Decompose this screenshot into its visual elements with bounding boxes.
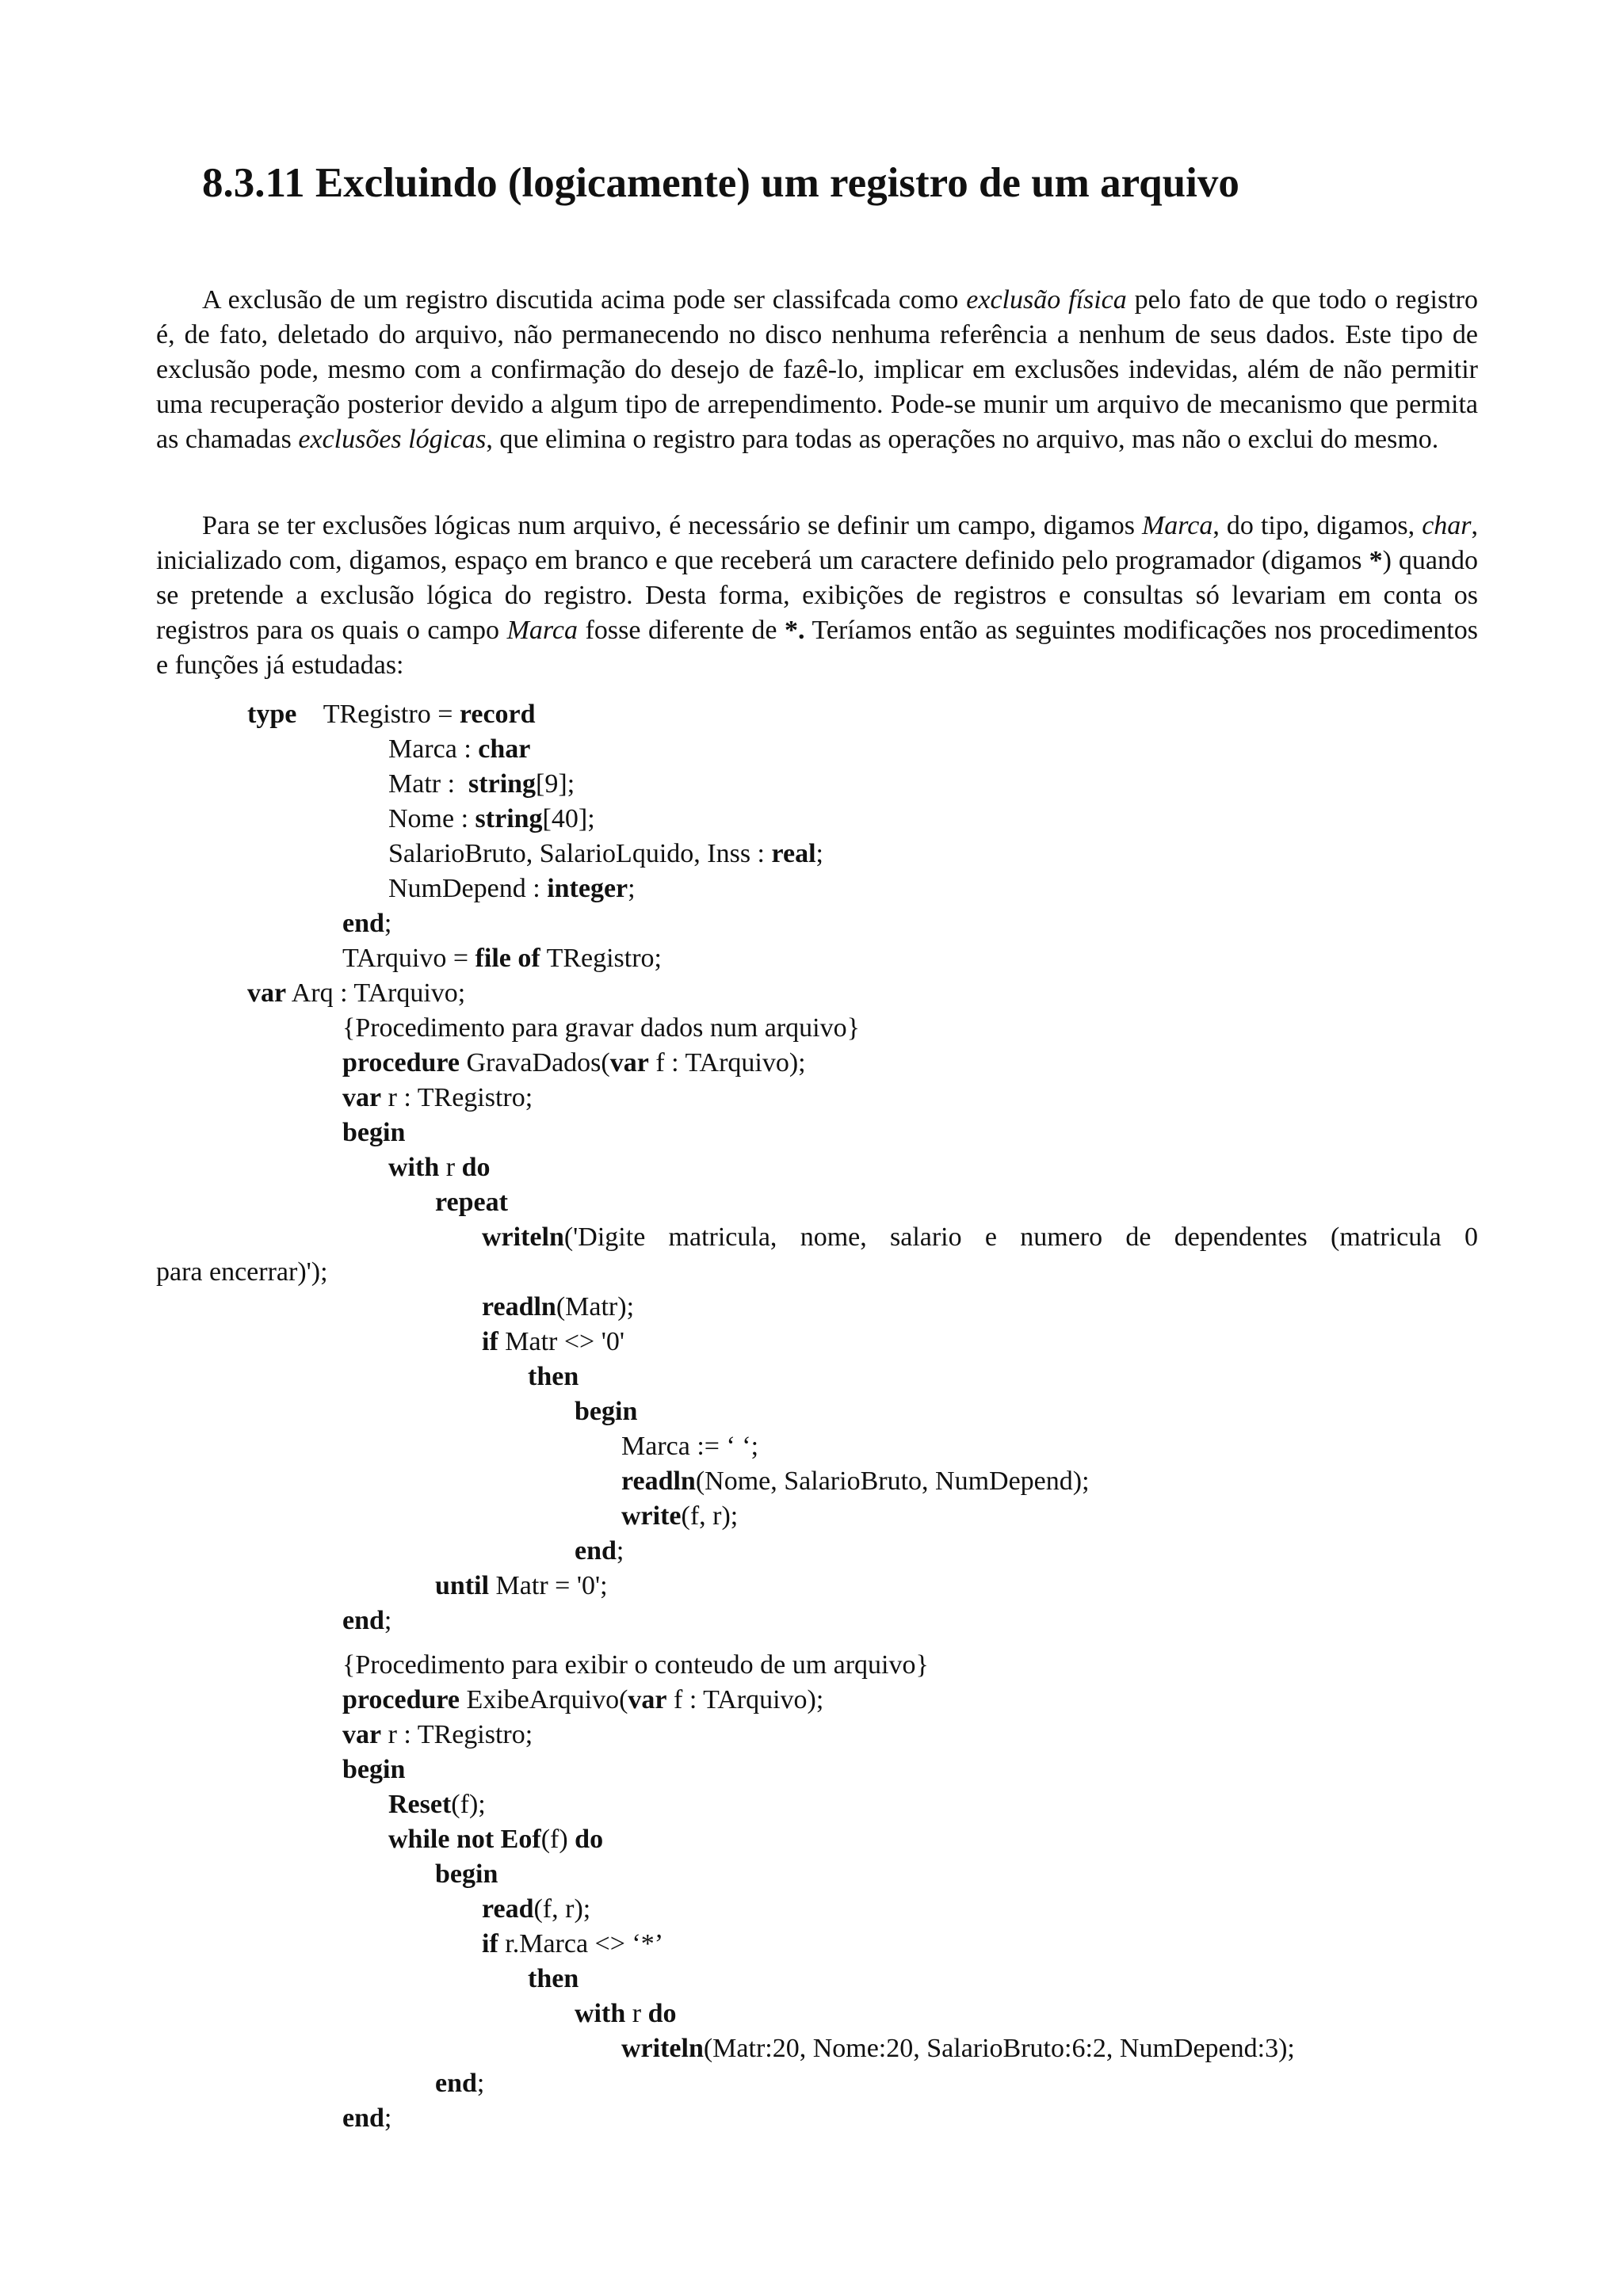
code-keyword: end	[435, 2069, 477, 2098]
code-text: (Nome, SalarioBruto, NumDepend);	[695, 1466, 1090, 1496]
code-text: (Matr:20, Nome:20, SalarioBruto:6:2, NumDepend:3);	[703, 2034, 1295, 2063]
code-line	[435, 1857, 498, 1892]
code-line	[342, 1648, 929, 1683]
bold-text: *.	[785, 616, 805, 645]
emphasis: Marca	[1141, 511, 1213, 540]
code-keyword: procedure	[342, 1685, 460, 1714]
code-keyword: file of	[475, 944, 540, 973]
code-keyword: with	[575, 1999, 626, 2028]
code-text: Matr = '0';	[489, 1571, 608, 1600]
code-text: (f)	[540, 1825, 575, 1854]
code-keyword: writeln	[482, 1222, 564, 1252]
code-keyword: end	[342, 2103, 384, 2133]
code-text: [9];	[536, 769, 575, 799]
emphasis: exclusão física	[966, 285, 1127, 315]
code-line	[482, 1927, 663, 1962]
code-text: r : TRegistro;	[381, 1083, 533, 1112]
code-line	[388, 1822, 603, 1857]
emphasis: exclusões lógicas	[298, 425, 487, 454]
code-line	[435, 1185, 508, 1220]
code-text: TRegistro;	[540, 944, 663, 973]
code-keyword: record	[459, 700, 536, 729]
code-keyword: string	[468, 769, 537, 799]
code-keyword: end	[342, 1606, 384, 1635]
code-text: f : TArquivo);	[648, 1048, 806, 1077]
code-keyword: begin	[435, 1859, 498, 1889]
code-line	[342, 1718, 533, 1753]
code-text: GravaDados(	[459, 1048, 610, 1077]
text-run: , que elimina o registro para todas as operações no arquivo, mas não o exclui do mesmo.	[486, 425, 1439, 454]
code-keyword: begin	[342, 1118, 406, 1147]
code-line	[482, 1325, 624, 1360]
code-keyword: until	[435, 1571, 490, 1600]
code-keyword: repeat	[435, 1188, 508, 1217]
code-keyword: type	[247, 700, 297, 729]
code-text: (f, r);	[681, 1501, 739, 1531]
code-keyword: do	[575, 1825, 604, 1854]
paragraph-2	[156, 509, 1478, 683]
text-run: Para se ter exclusões lógicas num arquivo, é necessário se definir um campo, digamos	[202, 511, 1142, 540]
code-keyword: var	[628, 1685, 667, 1714]
code-line	[575, 1534, 624, 1569]
code-line	[342, 1604, 391, 1638]
code-keyword: end	[575, 1536, 617, 1566]
code-line	[575, 1394, 637, 1429]
code-line	[388, 871, 636, 906]
code-keyword: var	[342, 1083, 382, 1112]
paragraph-1	[156, 283, 1478, 457]
code-text: ;	[628, 874, 636, 903]
code-line	[482, 1290, 634, 1325]
code-keyword: if	[482, 1929, 498, 1958]
text-run: ) quando se pretende a exclusão lógica do registro. Desta forma, exibições de registros e consultas só levariam em conta os registros para os quais o campo	[156, 546, 1478, 645]
code-line	[435, 2066, 484, 2101]
code-keyword: while not Eof	[388, 1825, 541, 1854]
code-line	[528, 1360, 579, 1394]
bold-text: *	[1369, 546, 1383, 575]
code-line	[575, 1997, 676, 2031]
code-line	[388, 1150, 490, 1185]
code-keyword: readln	[621, 1466, 696, 1496]
code-text: Marca := ‘ ‘;	[621, 1432, 759, 1461]
code-line	[342, 1753, 405, 1787]
code-line	[156, 1255, 328, 1290]
code-text: (Matr);	[556, 1292, 635, 1322]
code-text: (f, r);	[533, 1894, 591, 1924]
code-line	[342, 1081, 533, 1116]
code-keyword: end	[342, 909, 384, 938]
code-text: r.Marca <> ‘*’	[498, 1929, 664, 1958]
code-keyword: begin	[342, 1755, 406, 1784]
emphasis: char	[1422, 511, 1472, 540]
code-line	[388, 802, 595, 837]
code-text: Matr :	[388, 769, 469, 799]
code-text: r	[625, 1999, 648, 2028]
code-line	[435, 1569, 608, 1604]
code-line	[342, 906, 391, 941]
code-keyword: if	[482, 1327, 498, 1356]
text-run: fosse diferente de	[577, 616, 785, 645]
code-keyword: integer	[547, 874, 628, 903]
code-line	[621, 1429, 758, 1464]
code-text: ;	[476, 2069, 485, 2098]
code-line	[342, 1683, 823, 1718]
code-text: TRegistro =	[296, 700, 460, 729]
code-keyword: do	[647, 1999, 677, 2028]
code-line	[247, 976, 465, 1011]
code-text: {Procedimento para gravar dados num arquivo}	[342, 1013, 860, 1043]
code-keyword: Reset	[388, 1790, 452, 1819]
text-run: Teríamos então as seguintes modificações nos procedimentos e funções já estudadas:	[156, 616, 1478, 680]
code-keyword: var	[247, 978, 287, 1008]
emphasis: Marca	[506, 616, 578, 645]
text-run: pelo fato de que todo o registro é, de fato, deletado do arquivo, não permanecendo no disco nenhuma referência a nenhum de seus dados. Este tipo de exclusão pode, mesmo com a confirmação do desejo de fazê-lo, implicar em exclusões indevidas, além de não permitir uma recuperação posterior devido a algum tipo de arrependimento. Pode-se munir um arquivo de mecanismo que permita as chamadas	[156, 285, 1478, 454]
code-text: ExibeArquivo(	[459, 1685, 628, 1714]
code-keyword: string	[475, 804, 543, 833]
code-line	[482, 1220, 1478, 1255]
code-text: Nome :	[388, 804, 475, 833]
code-text: {Procedimento para exibir o conteudo de um arquivo}	[342, 1650, 929, 1680]
code-text: ('Digite matricula, nome, salario e numero de dependentes (matricula 0	[563, 1222, 1478, 1252]
text-run: , inicializado com, digamos, espaço em branco e que receberá um caractere definido pelo programador (digamos	[156, 511, 1479, 575]
text-run: A exclusão de um registro discutida acima pode ser classifcada como	[202, 285, 967, 315]
code-text: ;	[616, 1536, 624, 1566]
code-text: f : TArquivo);	[666, 1685, 824, 1714]
code-keyword: char	[478, 734, 531, 764]
section-heading: 8.3.11 Excluindo (logicamente) um registro de um arquivo	[202, 160, 1239, 206]
code-text: Marca :	[388, 734, 479, 764]
code-keyword: then	[528, 1964, 579, 1993]
code-line	[342, 1116, 405, 1150]
code-keyword: write	[621, 1501, 682, 1531]
code-line	[388, 1787, 486, 1822]
code-line	[388, 732, 530, 767]
code-keyword: readln	[482, 1292, 556, 1322]
code-text: NumDepend :	[388, 874, 548, 903]
code-line	[342, 2101, 391, 2136]
code-line	[342, 1011, 860, 1046]
code-keyword: read	[482, 1894, 534, 1924]
code-text: r	[439, 1153, 462, 1182]
code-line	[388, 767, 575, 802]
code-line	[528, 1962, 579, 1997]
code-line	[342, 941, 662, 976]
code-text: ;	[815, 839, 823, 868]
code-keyword: with	[388, 1153, 440, 1182]
code-text: para encerrar)');	[156, 1257, 328, 1287]
code-line	[621, 1499, 738, 1534]
code-keyword: do	[461, 1153, 491, 1182]
code-keyword: begin	[575, 1397, 638, 1426]
code-text: ;	[384, 909, 392, 938]
code-text: Matr <> '0'	[498, 1327, 624, 1356]
code-keyword: var	[342, 1720, 382, 1749]
code-text: (f);	[451, 1790, 486, 1819]
code-line	[388, 837, 823, 871]
code-line	[621, 1464, 1090, 1499]
code-keyword: procedure	[342, 1048, 460, 1077]
code-text: [40];	[542, 804, 595, 833]
code-text: r : TRegistro;	[381, 1720, 533, 1749]
code-text: ;	[384, 1606, 392, 1635]
code-text: SalarioBruto, SalarioLquido, Inss :	[388, 839, 772, 868]
code-keyword: real	[771, 839, 816, 868]
code-keyword: var	[609, 1048, 649, 1077]
code-line	[621, 2031, 1295, 2066]
code-text: Arq : TArquivo;	[286, 978, 466, 1008]
code-line	[342, 1046, 806, 1081]
code-text: ;	[384, 2103, 392, 2133]
code-line	[482, 1892, 590, 1927]
code-line	[247, 697, 536, 732]
code-keyword: then	[528, 1362, 579, 1391]
code-keyword: writeln	[621, 2034, 704, 2063]
text-run: , do tipo, digamos,	[1212, 511, 1423, 540]
code-text: TArquivo =	[342, 944, 475, 973]
